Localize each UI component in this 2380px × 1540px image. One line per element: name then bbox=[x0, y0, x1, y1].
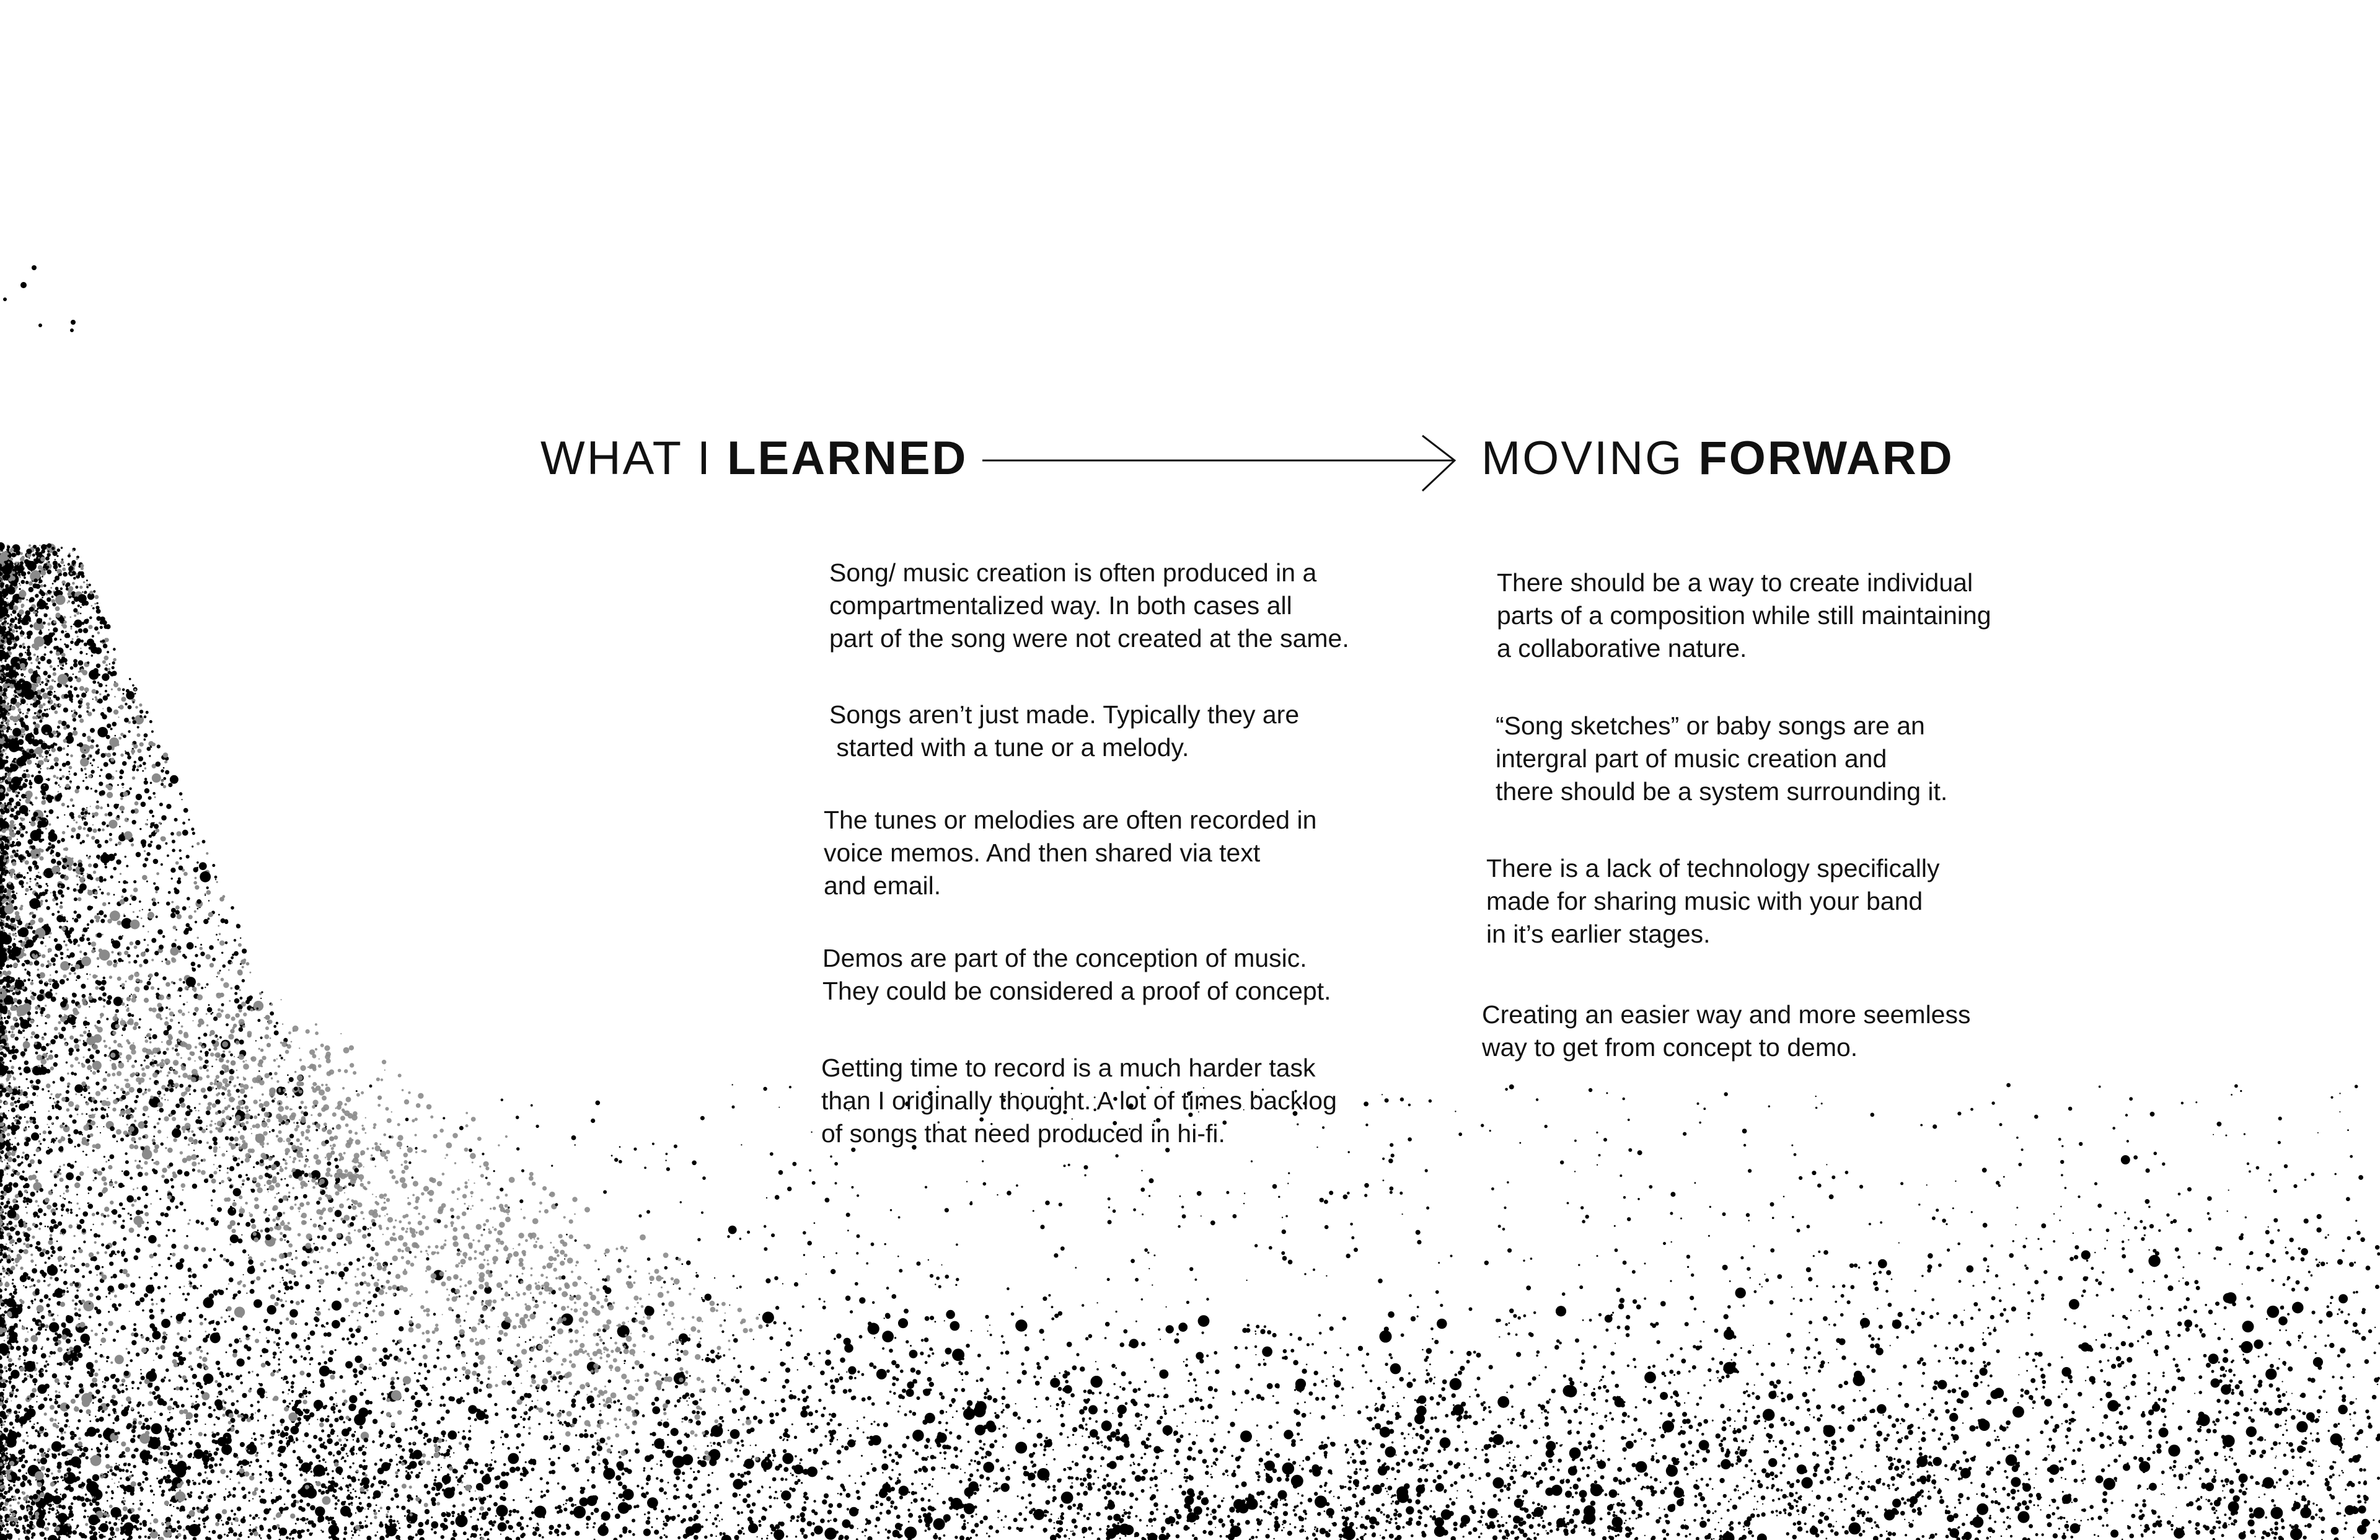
what-i-learned-heading bbox=[540, 428, 967, 490]
learned-point-1: Song/ music creation is often produced in a compartmentalized way. In both cases all part of the song were not created at the same. bbox=[829, 557, 1349, 655]
forward-point-2: “Song sketches” or baby songs are an intergral part of music creation and there should be a system surrounding it. bbox=[1496, 710, 1947, 808]
heading-light-text: MOVING bbox=[1481, 432, 1698, 485]
learned-point-3: The tunes or melodies are often recorded in voice memos. And then shared via text and email. bbox=[824, 804, 1316, 902]
forward-point-4: Creating an easier way and more seemless way to get from concept to demo. bbox=[1482, 998, 1971, 1064]
forward-point-1: There should be a way to create individual parts of a composition while still maintaining a collaborative nature. bbox=[1497, 566, 1991, 665]
heading-bold-text: FORWARD bbox=[1698, 432, 1954, 485]
forward-point-3: There is a lack of technology specifically made for sharing music with your band in it’s earlier stages. bbox=[1486, 852, 1940, 951]
moving-forward-heading bbox=[1481, 428, 1954, 490]
long-right-arrow-icon bbox=[982, 434, 1460, 496]
heading-bold-text: LEARNED bbox=[727, 432, 967, 485]
learned-point-5: Getting time to record is a much harder task than I originally thought. A lot of times backlog of songs that need produced in hi-fi. bbox=[821, 1052, 1337, 1150]
heading-light-text: WHAT I bbox=[540, 432, 727, 485]
learned-point-4: Demos are part of the conception of music. They could be considered a proof of concept. bbox=[822, 942, 1331, 1008]
learned-point-2: Songs aren’t just made. Typically they are started with a tune or a melody. bbox=[829, 698, 1299, 764]
